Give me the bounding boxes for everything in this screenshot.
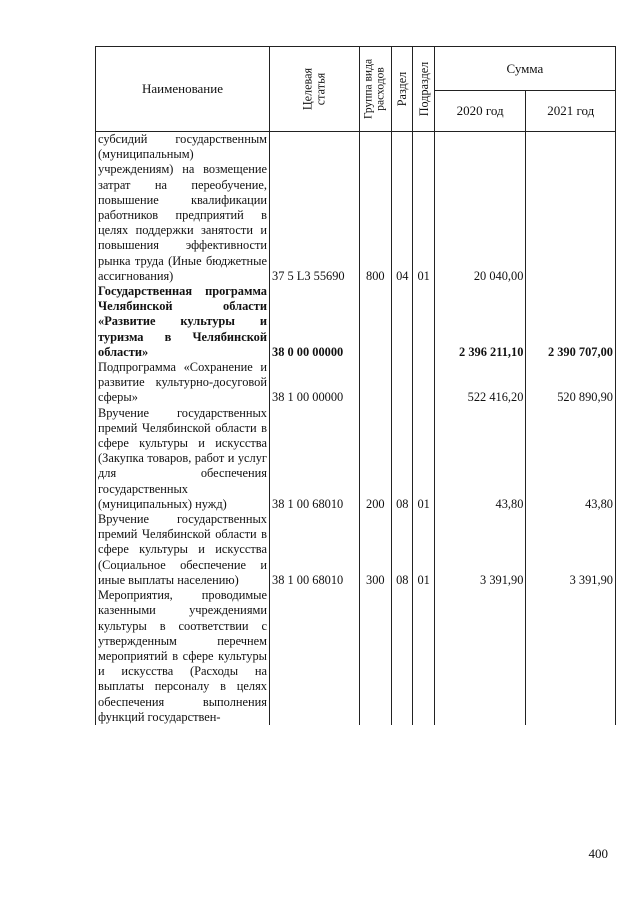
header-section (392, 47, 413, 132)
row-subsection (413, 284, 434, 360)
row-code: 38 1 00 68010 (270, 406, 360, 512)
row-group: 300 (359, 512, 392, 588)
header-section-label: Раздел (395, 71, 410, 107)
row-subsection: 01 (413, 406, 434, 512)
header-sum: Сумма (434, 47, 615, 91)
header-name: Наименование (96, 47, 270, 132)
row-sum-2020: 522 416,20 (434, 360, 526, 406)
row-code (270, 588, 360, 725)
row-sum-2020: 3 391,90 (434, 512, 526, 588)
row-code: 38 1 00 68010 (270, 512, 360, 588)
row-name: Государственная программа Челябинской области «Развитие культуры и туризма в Челябинской области» (96, 284, 270, 360)
header-expense-group-line2: расходов (374, 67, 387, 111)
row-group (359, 588, 392, 725)
table-body (96, 132, 616, 725)
row-sum-2020: 43,80 (434, 406, 526, 512)
header-expense-group (359, 47, 392, 132)
row-subsection: 01 (413, 512, 434, 588)
row-sum-2021: 2 390 707,00 (526, 284, 616, 360)
table-row (96, 588, 616, 725)
table-row (96, 360, 616, 406)
table-row (96, 132, 616, 285)
budget-table (95, 46, 616, 725)
row-subsection (413, 588, 434, 725)
row-code: 37 5 L3 55690 (270, 132, 360, 285)
row-section: 08 (392, 512, 413, 588)
header-target-article (270, 47, 360, 132)
header-target-article-line1: Целевая (300, 67, 315, 111)
row-sum-2020 (434, 588, 526, 725)
row-name: субсидий государственным (муниципальным) учреждениям) на возмещение затрат на переобучение, повышение квалификации работников предприятий в целях поддержки занятости и повышения эффективности рынка труда (Иные бюджетные ассигнования) (96, 132, 270, 285)
row-section (392, 284, 413, 360)
table-row (96, 406, 616, 512)
row-section (392, 588, 413, 725)
header-target-article-line2: статья (313, 72, 328, 106)
row-code: 38 1 00 00000 (270, 360, 360, 406)
row-name: Мероприятия, проводимые казенными учреждениями культуры в соответствии с утвержденным перечнем мероприятий в сфере культуры и искусства (Расходы на выплаты персоналу в целях обеспечения выполнения функций государствен- (96, 588, 270, 725)
row-sum-2021 (526, 132, 616, 285)
row-name: Вручение государственных премий Челябинской области в сфере культуры и искусства (Социальное обеспечение и иные выплаты населению) (96, 512, 270, 588)
row-sum-2021: 520 890,90 (526, 360, 616, 406)
row-group: 200 (359, 406, 392, 512)
page-number: 400 (588, 846, 608, 861)
header-year-2021: 2021 год (526, 91, 616, 132)
header-year-2020: 2020 год (434, 91, 526, 132)
row-name: Вручение государственных премий Челябинской области в сфере культуры и искусства (Закупка товаров, работ и услуг для обеспечения государственных (муниципальных) нужд) (96, 406, 270, 512)
row-subsection (413, 360, 434, 406)
row-group (359, 284, 392, 360)
row-subsection: 01 (413, 132, 434, 285)
row-sum-2020: 20 040,00 (434, 132, 526, 285)
row-group: 800 (359, 132, 392, 285)
row-sum-2021 (526, 588, 616, 725)
row-group (359, 360, 392, 406)
header-expense-group-line1: Группа вида (362, 58, 375, 120)
row-code: 38 0 00 00000 (270, 284, 360, 360)
row-sum-2020: 2 396 211,10 (434, 284, 526, 360)
row-section: 04 (392, 132, 413, 285)
table-row (96, 284, 616, 360)
row-sum-2021: 3 391,90 (526, 512, 616, 588)
row-section (392, 360, 413, 406)
header-subsection-label: Подраздел (416, 61, 431, 117)
header-subsection (413, 47, 434, 132)
row-name: Подпрограмма «Сохранение и развитие культурно-досуговой сферы» (96, 360, 270, 406)
row-section: 08 (392, 406, 413, 512)
table-row (96, 512, 616, 588)
row-sum-2021: 43,80 (526, 406, 616, 512)
